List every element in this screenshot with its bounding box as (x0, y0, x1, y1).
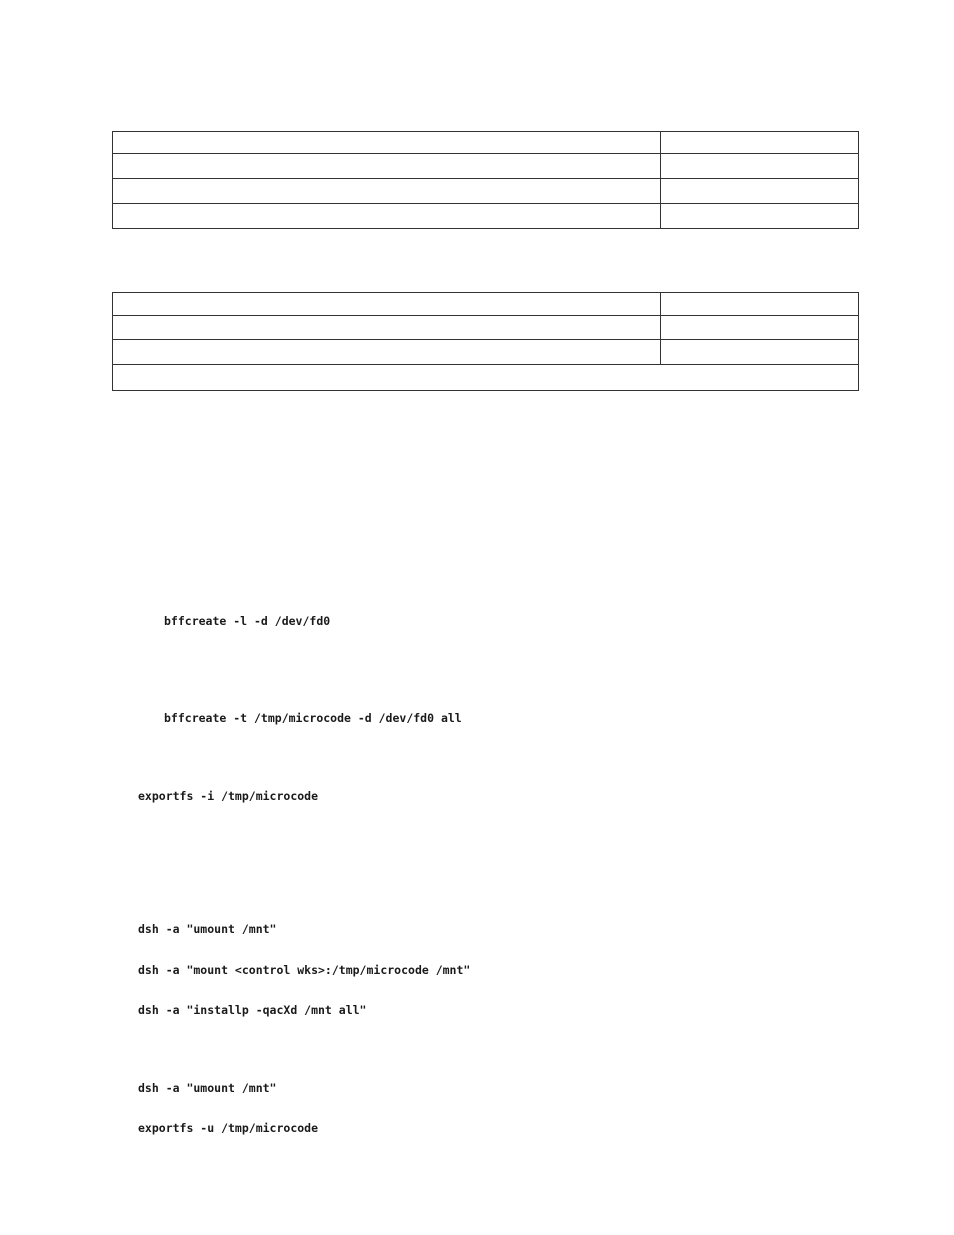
command-export-dir: exportfs -i /tmp/microcode (138, 789, 319, 803)
table-cell (661, 179, 859, 204)
table-row (113, 340, 859, 365)
table-cell (113, 293, 661, 316)
table-row (113, 293, 859, 316)
table-row (113, 365, 859, 391)
table-row (113, 154, 859, 179)
command-unmount-first: dsh -a "umount /mnt" (138, 922, 277, 936)
table-row (113, 179, 859, 204)
table-cell (661, 340, 859, 365)
table-cell (113, 204, 661, 229)
table-cell (661, 154, 859, 179)
info-table-1 (112, 131, 859, 229)
table-row (113, 316, 859, 340)
table-row (113, 132, 859, 154)
command-unmount-last: dsh -a "umount /mnt" (138, 1081, 277, 1095)
table-cell-wide (113, 365, 859, 391)
command-install: dsh -a "installp -qacXd /mnt all" (138, 1003, 367, 1017)
table-cell (113, 340, 661, 365)
table-cell (661, 316, 859, 340)
command-list-floppy: bffcreate -l -d /dev/fd0 (164, 614, 331, 628)
table-cell (113, 132, 661, 154)
table-cell (113, 316, 661, 340)
info-table-2 (112, 292, 859, 391)
command-unexport-dir: exportfs -u /tmp/microcode (138, 1121, 319, 1135)
command-mount-remote: dsh -a "mount <control wks>:/tmp/microcode /mnt" (138, 963, 471, 977)
table-cell (661, 204, 859, 229)
table-cell (113, 154, 661, 179)
table-cell (661, 293, 859, 316)
command-copy-floppy: bffcreate -t /tmp/microcode -d /dev/fd0 all (164, 711, 462, 725)
table-cell (113, 179, 661, 204)
table-row (113, 204, 859, 229)
table-cell (661, 132, 859, 154)
